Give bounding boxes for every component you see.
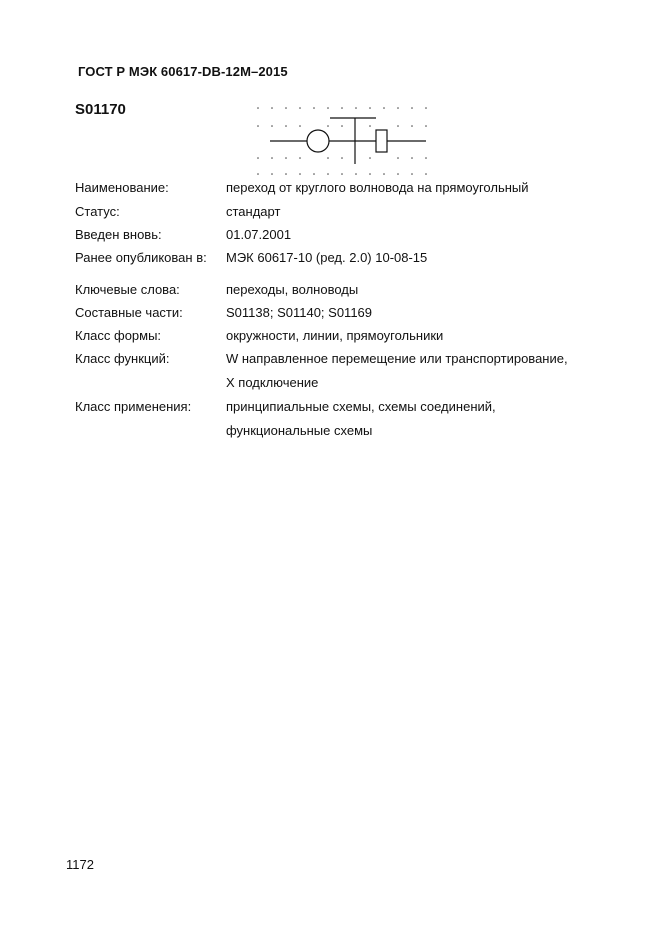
field-label: Составные части: — [75, 305, 183, 320]
field-label: Введен вновь: — [75, 227, 162, 242]
field-value: стандарт — [226, 204, 281, 219]
field-value: W направленное перемещение или транспортирование, — [226, 351, 568, 366]
field-value-continued: X подключение — [226, 375, 319, 390]
field-value: переход от круглого волновода на прямоугольный — [226, 180, 529, 195]
field-label: Класс применения: — [75, 399, 192, 414]
field-value: МЭК 60617-10 (ред. 2.0) 10-08-15 — [226, 250, 428, 265]
field-value: переходы, волноводы — [226, 282, 359, 297]
document-header: ГОСТ Р МЭК 60617-DB-12M–2015 — [78, 64, 288, 79]
field-value-continued: функциональные схемы — [226, 423, 373, 438]
field-value: принципиальные схемы, схемы соединений, — [226, 399, 496, 414]
field-label: Ранее опубликован в: — [75, 250, 207, 265]
symbol-code: S01170 — [75, 101, 126, 118]
field-label: Класс функций: — [75, 351, 170, 366]
field-label: Статус: — [75, 204, 120, 219]
field-label: Наименование: — [75, 180, 169, 195]
field-label: Ключевые слова: — [75, 282, 180, 297]
waveguide-transition-symbol — [250, 100, 440, 180]
field-value: окружности, линии, прямоугольники — [226, 328, 444, 343]
page-number: 1172 — [66, 857, 94, 872]
field-value: 01.07.2001 — [226, 227, 292, 242]
field-value: S01138; S01140; S01169 — [226, 305, 373, 320]
field-label: Класс формы: — [75, 328, 162, 343]
